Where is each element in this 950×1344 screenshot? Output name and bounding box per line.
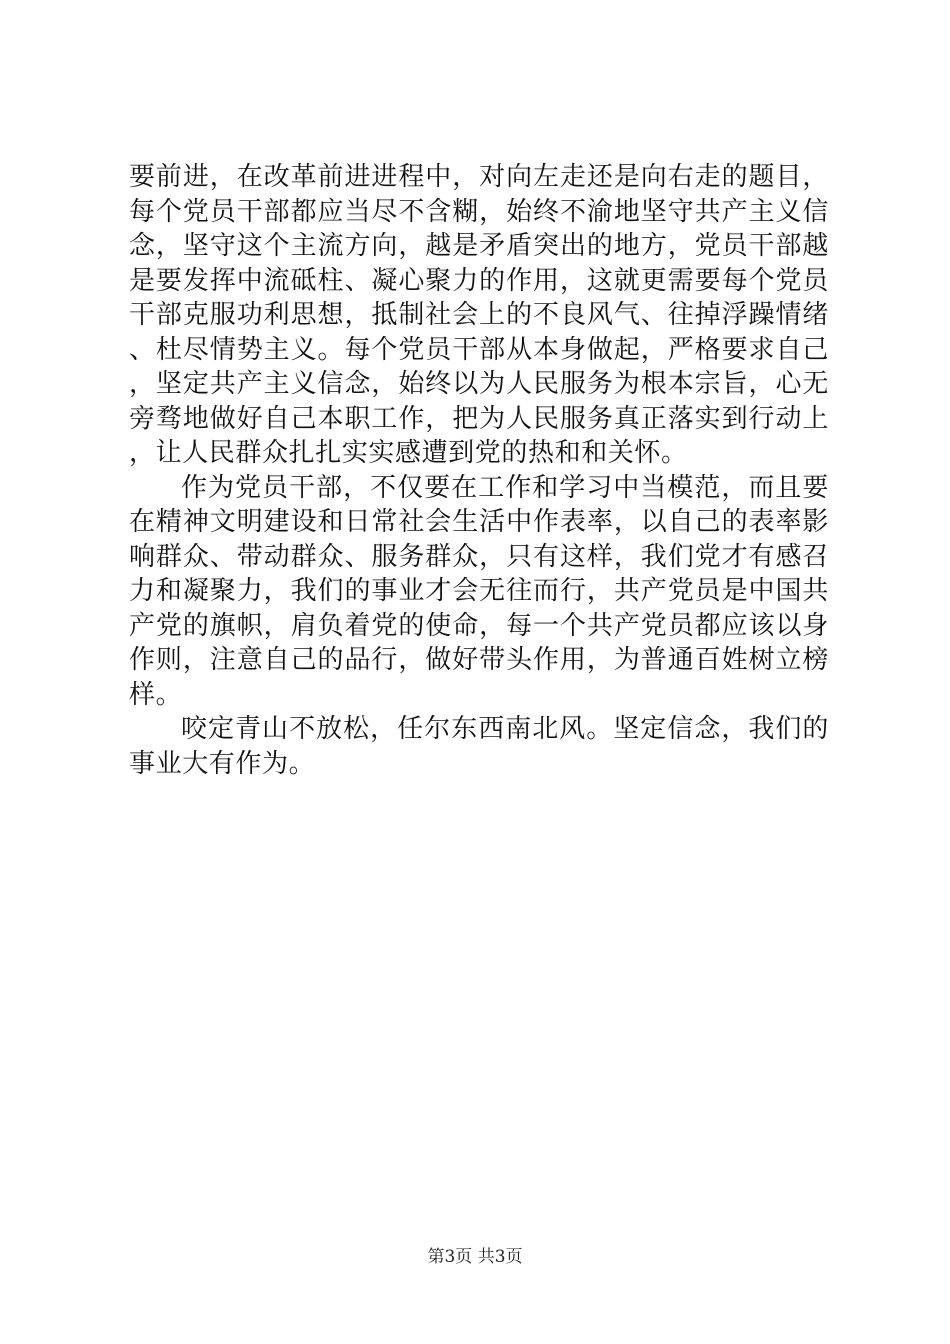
paragraph-continued: 要前进，在改革前进进程中，对向左走还是向右走的题目，每个党员干部都应当尽不含糊，始终不渝地坚守共产主义信念，坚守这个主流方向，越是矛盾突出的地方，党员干部越是要发挥中流砥柱、凝心聚力的作用，这就更需要每个党员干部克服功利思想，抵制社会上的不良风气、往掉浮躁情绪、杜尽情势主义。每个党员干部从本身做起，严格要求自己，坚定共产主义信念，始终以为人民服务为根本宗旨，心无旁骛地做好自己本职工作，把为人民服务真正落实到行动上，让人民群众扎扎实实感遭到党的热和和关怀。 [129, 162, 829, 468]
document-body [129, 160, 829, 781]
paragraph-party-cadre-example: 作为党员干部，不仅要在工作和学习中当模范，而且要在精神文明建设和日常社会生活中作表率，以自己的表率影响群众、带动群众、服务群众，只有这样，我们党才有感召力和凝聚力，我们的事业才会无往而行，共产党员是中国共产党的旗帜，肩负着党的使命，每一个共产党员都应该以身作则，注意自己的品行，做好带头作用，为普通百姓树立榜样。 [129, 472, 829, 710]
paragraph-conclusion: 咬定青山不放松，任尔东西南北风。坚定信念，我们的事业大有作为。 [129, 714, 829, 779]
page-number-footer: 第3页 共3页 [427, 1247, 523, 1267]
